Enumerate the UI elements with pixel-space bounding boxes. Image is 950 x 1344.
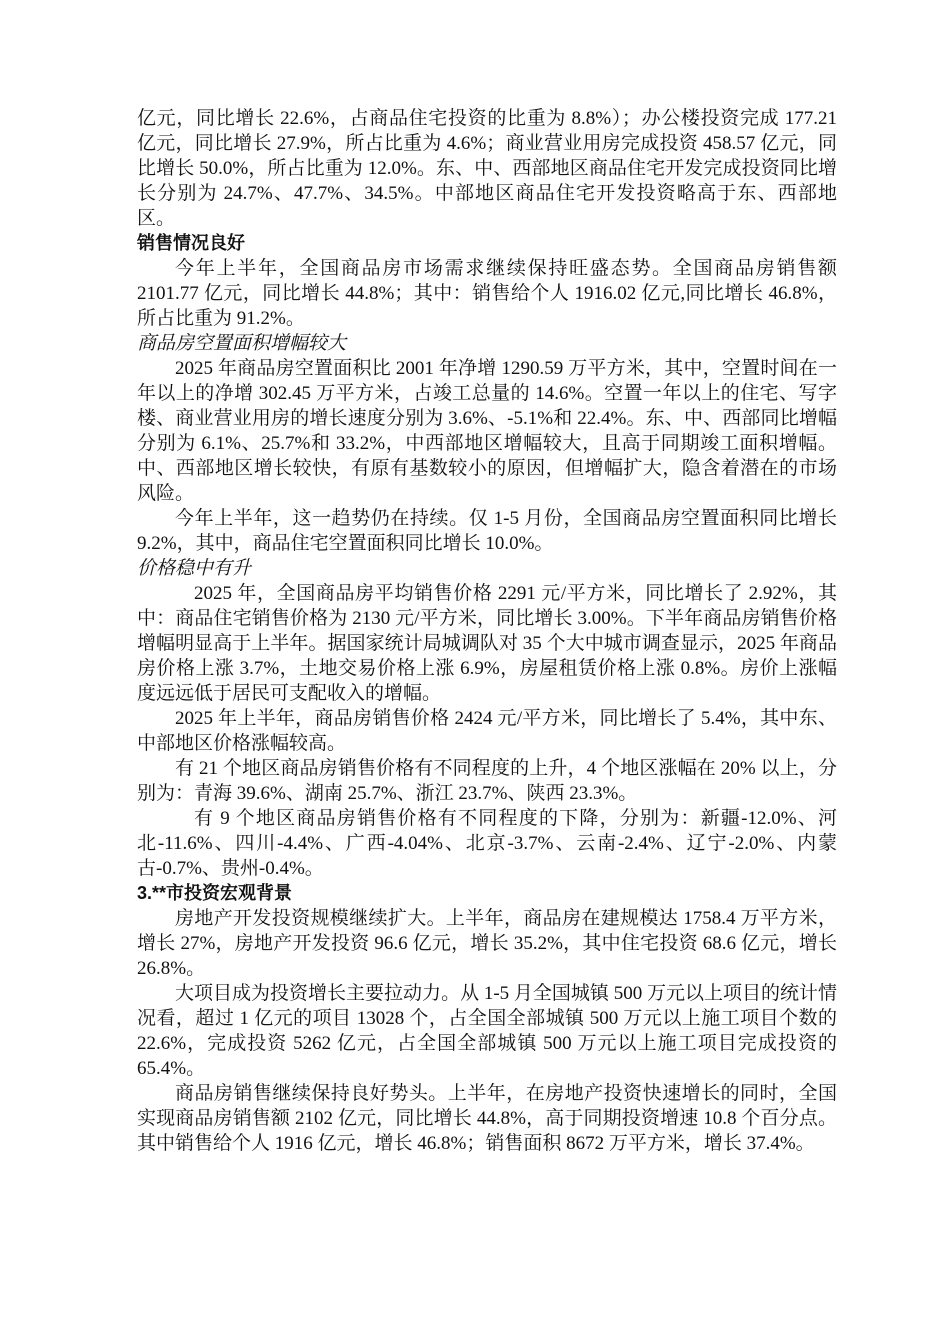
heading-vacancy: 商品房空置面积增幅较大: [137, 333, 347, 354]
document-page: [137, 106, 837, 1156]
paragraph-vacancy: 2025 年商品房空置面积比 2001 年净增 1290.59 万平方米，其中，空置时间在一年以上的净增 302.45 万平方米，占竣工总量的 14.6%。空置一年以上的住宅、写字楼、商业营业用房的增长速度分别为 3.6%、-5.1%和 22.4%。东、中、西部同比增幅分别为 6.1%、25.7%和 33.2%，中西部地区增幅较大，且高于同期竣工面积增幅。中、西部地区增长较快，有原有基数较小的原因，但增幅扩大，隐含着潜在的市场风险。: [137, 358, 837, 504]
paragraph-price-fall-regions: 有 9 个地区商品房销售价格有不同程度的下降，分别为：新疆-12.0%、河北-11.6%、四川-4.4%、广西-4.04%、北京-3.7%、云南-2.4%、辽宁-2.0%、内蒙古-0.7%、贵州-0.4%。: [137, 808, 837, 879]
paragraph-investment-scale: 房地产开发投资规模继续扩大。上半年，商品房在建规模达 1758.4 万平方米，增长 27%，房地产开发投资 96.6 亿元，增长 35.2%，其中住宅投资 68.6 亿元，增长 26.8%。: [137, 908, 837, 979]
heading-macro-background: 3.**市投资宏观背景: [137, 883, 293, 903]
paragraph-price-rise-regions: 有 21 个地区商品房销售价格有不同程度的上升，4 个地区涨幅在 20% 以上，分别为：青海 39.6%、湖南 25.7%、浙江 23.7%、陕西 23.3%。: [137, 758, 837, 804]
paragraph-price-half-year: 2025 年上半年，商品房销售价格 2424 元/平方米，同比增长了 5.4%，其中东、中部地区价格涨幅较高。: [137, 708, 837, 754]
paragraph-investment-continued: 亿元，同比增长 22.6%，占商品住宅投资的比重为 8.8%）；办公楼投资完成 177.21 亿元，同比增长 27.9%，所占比重为 4.6%；商业营业用房完成投资 458.57 亿元，同比增长 50.0%，所占比重为 12.0%。东、中、西部地区商品住宅开发完成投资同比增长分别为 24.7%、47.7%、34.5%。中部地区商品住宅开发投资略高于东、西部地区。: [137, 108, 837, 229]
heading-price: 价格稳中有升: [137, 558, 252, 579]
heading-sales: 销售情况良好: [137, 233, 245, 253]
paragraph-price-annual: 2025 年，全国商品房平均销售价格 2291 元/平方米，同比增长了 2.92%，其中：商品住宅销售价格为 2130 元/平方米，同比增长 3.00%。下半年商品房销售价格增幅明显高于上半年。据国家统计局城调队对 35 个大中城市调查显示，2025 年商品房价格上涨 3.7%，土地交易价格上涨 6.9%，房屋租赁价格上涨 0.8%。房价上涨幅度远远低于居民可支配收入的增幅。: [137, 583, 837, 704]
paragraph-large-projects: 大项目成为投资增长主要拉动力。从 1-5 月全国城镇 500 万元以上项目的统计情况看，超过 1 亿元的项目 13028 个，占全国全部城镇 500 万元以上施工项目个数的 22.6%，完成投资 5262 亿元，占全国全部城镇 500 万元以上施工项目完成投资的 65.4%。: [137, 983, 837, 1079]
paragraph-vacancy-trend: 今年上半年，这一趋势仍在持续。仅 1-5 月份，全国商品房空置面积同比增长 9.2%，其中，商品住宅空置面积同比增长 10.0%。: [137, 508, 837, 554]
paragraph-sales-momentum: 商品房销售继续保持良好势头。上半年，在房地产投资快速增长的同时，全国实现商品房销售额 2102 亿元，同比增长 44.8%，高于同期投资增速 10.8 个百分点。其中销售给个人 1916 亿元，增长 46.8%；销售面积 8672 万平方米，增长 37.4%。: [137, 1083, 837, 1154]
paragraph-sales: 今年上半年，全国商品房市场需求继续保持旺盛态势。全国商品房销售额 2101.77 亿元，同比增长 44.8%；其中：销售给个人 1916.02 亿元,同比增长 46.8%，所占比重为 91.2%。: [137, 258, 837, 329]
